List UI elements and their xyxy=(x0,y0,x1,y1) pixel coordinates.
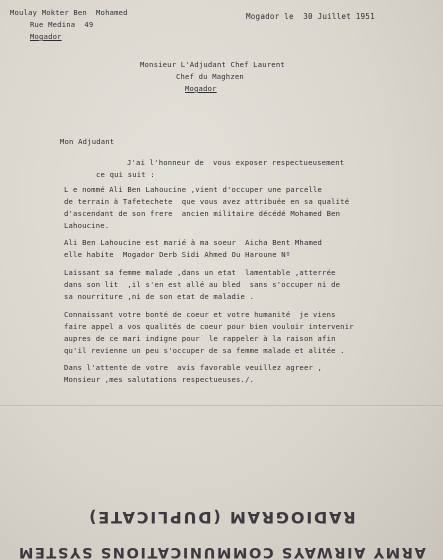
form-footer-system: ARMY AIRWAYS COMMUNICATIONS SYSTEM xyxy=(17,544,426,560)
closing-line-1: Dans l'attente de votre avis favorable veuillez agreer , xyxy=(64,363,323,372)
paper-fold xyxy=(0,405,443,407)
recipient-line-3: Mogador xyxy=(185,84,217,93)
paragraph-4-line-4: qu'il revienne un peu s'occuper de sa femme malade et alitée . xyxy=(64,346,345,355)
sender-name: Moulay Mokter Ben Mohamed xyxy=(10,8,128,17)
paragraph-4-line-1: Connaissant votre bonté de coeur et votre humanité je viens xyxy=(64,310,336,319)
salutation: Mon Adjudant xyxy=(60,137,115,146)
paragraph-2-line-2: elle habite Mogador Derb Sidi Ahmed Ou Haroune Nº xyxy=(64,250,291,259)
paragraph-1-line-3: d'ascendant de son frere ancien militaire décédé Mohamed Ben xyxy=(64,209,341,218)
recipient-line-2: Chef du Maghzen xyxy=(176,72,244,81)
paragraph-1-line-4: Lahoucine. xyxy=(64,221,110,230)
paragraph-4-line-3: aupres de ce mari indigne pour le rappeler à la raison afin xyxy=(64,334,336,343)
paragraph-2-line-1: Ali Ben Lahoucine est marié à ma soeur Aicha Bent Mhamed xyxy=(64,238,323,247)
radiogram-form-header xyxy=(0,490,443,560)
paragraph-3-line-2: dans son lit ,il s'en est allé au bled sans s'occuper ni de xyxy=(64,280,341,289)
recipient-line-1: Monsieur L'Adjudant Chef Laurent xyxy=(140,60,285,69)
paragraph-1-line-2: de terrain à Tafetechete que vous avez attribuée en sa qualité xyxy=(64,197,350,206)
paragraph-4-line-2: faire appel a vos qualités de coeur pour bien vouloir intervenir xyxy=(64,322,354,331)
closing-line-2: Monsieur ,mes salutations respectueuses./. xyxy=(64,375,255,384)
sender-city: Mogador xyxy=(30,32,62,41)
paragraph-1-line-1: L e nommé Ali Ben Lahoucine ,vient d'occuper une parcelle xyxy=(64,185,323,194)
paragraph-3-line-1: Laissant sa femme malade ,dans un etat lamentable ,atterrée xyxy=(64,268,336,277)
form-footer-title: RADIOGRAM (DUPLICATE) xyxy=(87,508,356,527)
intro-line-2: ce qui suit : xyxy=(96,170,155,179)
sender-street: Rue Medina 49 xyxy=(30,20,94,29)
intro-line-1: J'ai l'honneur de vous exposer respectueusement xyxy=(127,158,345,167)
letter-date: Mogador le 30 Juillet 1951 xyxy=(246,12,375,21)
paragraph-3-line-3: sa nourriture ,ni de son etat de maladie . xyxy=(64,292,255,301)
